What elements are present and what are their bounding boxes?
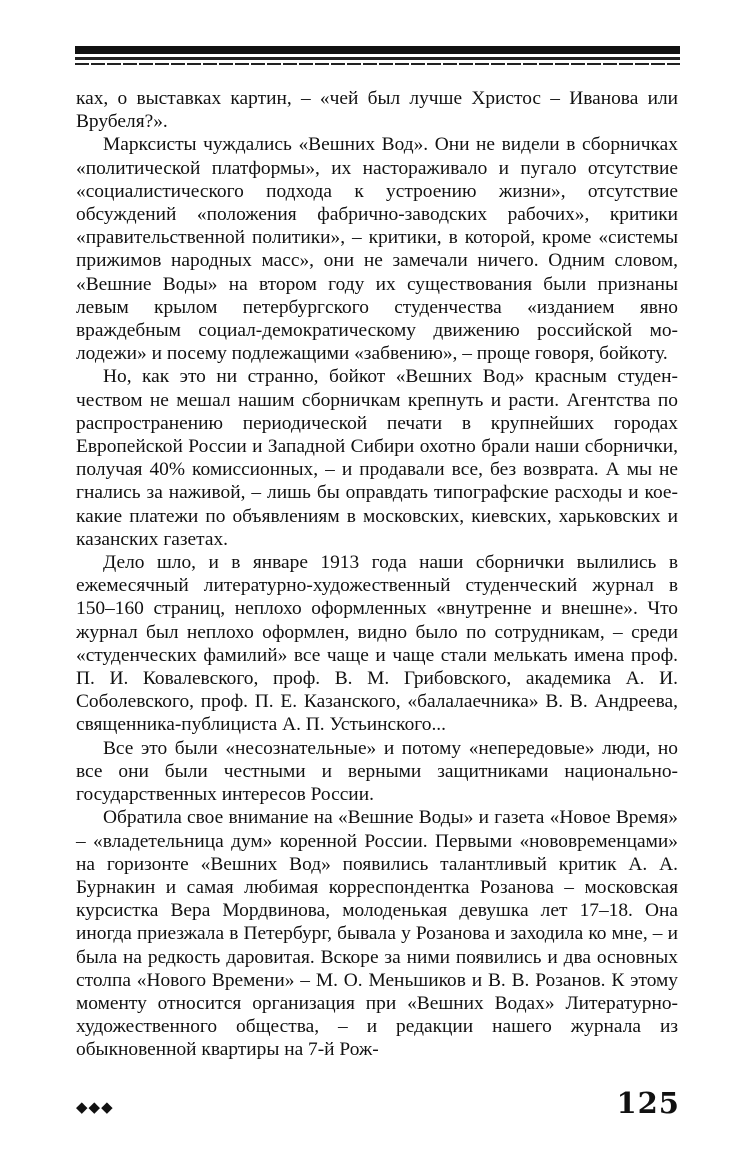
page-footer (76, 1086, 680, 1126)
body-text (76, 87, 678, 1062)
paragraph: Марксисты чуждались «Вешних Вод». Они не видели в сборничках «политической платформы», их настораживало и пугало отсутствие «социалистического подхода к устроению жизни», отсутствие обсуждений «положения фабрично-заводских рабочих», критики «правительственной политики», – критики, в которой, кроме «системы прижимов народных масс», они не замечали ничего. Одним словом, «Вешние Воды» на втором году их существования были признаны левым крылом петербургского студенчества «изданием явно враждебным социал-демократическому движению российской молодежи» и посему подлежащими «забвению», – проще говоря, бойкоту. (76, 134, 678, 365)
header-rule-thick-line (75, 46, 680, 54)
footer-ornament-icon: ◆◆◆ (76, 1098, 114, 1116)
paragraph: Но, как это ни странно, бойкот «Вешних Вод» красным студенчеством не мешал нашим сборничкам крепнуть и расти. Агентства по распространению периодической печати в крупнейших городах Европейской России и Западной Сибири охотно брали наши сборнички, получая 40% комиссионных, – и продавали все, без возврата. А мы не гнались за наживой, – лишь бы оправдать типографские расходы и кое-какие платежи по объявлениям в московских, киевских, харьковских и казанских газетах. (76, 366, 678, 550)
header-rule-middle-line (75, 57, 680, 60)
paragraph: Обратила свое внимание на «Вешние Воды» и газета «Новое Время» – «владетельница дум» коренной России. Первыми «нововременцами» на горизонте «Вешних Вод» появились талантливый критик А. А. Бурнакин и самая любимая корреспондентка Розанова – московская курсистка Вера Мордвинова, молоденькая девушка лет 17–18. Она иногда приезжала в Петербург, бывала у Розанова и заходила ко мне, – и была на редкость даровитая. Вскоре за ними появились и два основных столпа «Нового Времени» – М. О. Меньшиков и В. В. Розанов. К этому моменту относится организация при «Вешних Водах» Литературно-художественного общества, – и редакции нашего журнала из обыкновенной квартиры на 7-й Рож- (76, 807, 678, 1061)
header-decorative-rule (75, 42, 680, 68)
paragraph-continued: ках, о выставках картин, – «чей был лучше Христос – Иванова или Врубеля?». (76, 88, 678, 133)
page-number: 125 (616, 1086, 680, 1120)
paragraph: Все это были «несознательные» и потому «непередовые» люди, но все они были честными и верными защитниками национально-государственных интересов России. (76, 737, 678, 806)
paragraph: Дело шло, и в январе 1913 года наши сборнички вылились в ежемесячный литературно-художественный студенческий журнал в 150–160 страниц, неплохо оформленных «внутренне и внешне». Что журнал был неплохо оформлен, видно было по сотрудникам, – среди «студенческих фамилий» все чаще и чаще стали мелькать имена проф. П. И. Ковалевского, проф. В. М. Грибовского, академика А. И. Соболевского, проф. П. Е. Казанского, «балалаечника» В. В. Андреева, священника-публициста А. П. Устьинского... (76, 552, 678, 736)
header-rule-thin-line (75, 63, 680, 65)
